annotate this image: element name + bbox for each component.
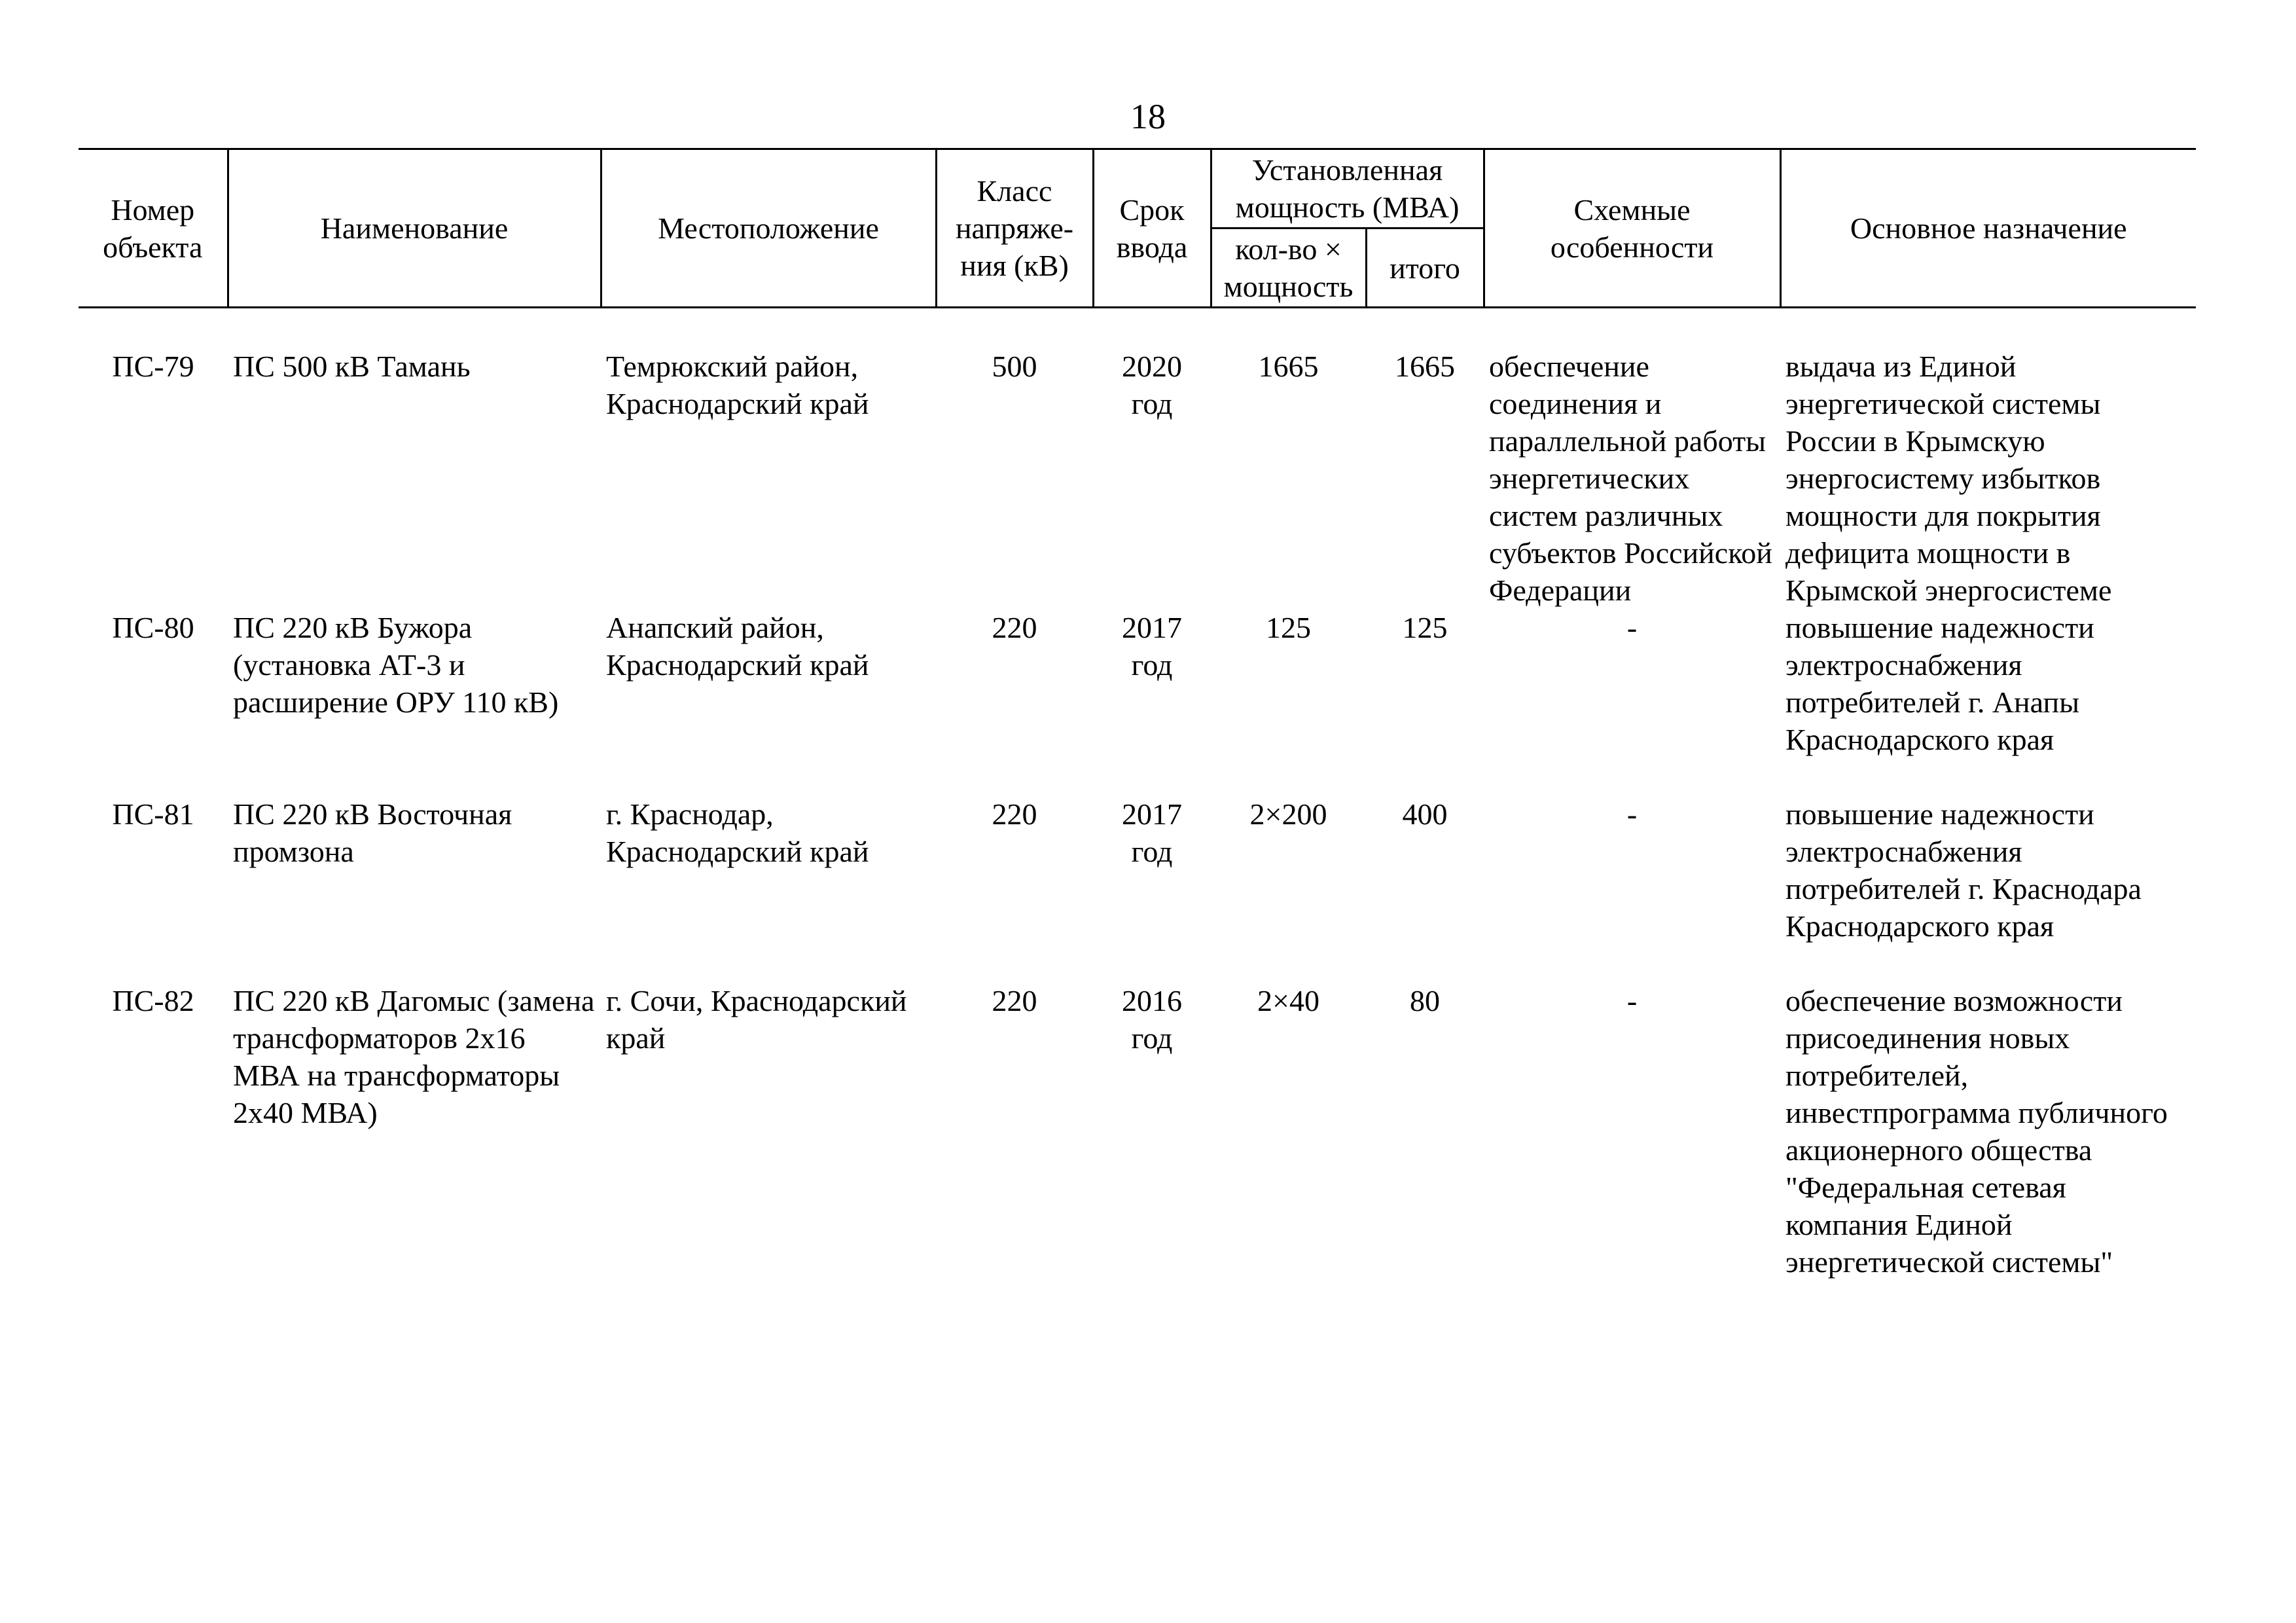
cell-voltage: 500 [992,350,1037,383]
cell-count-power: 1665 [1258,350,1319,383]
cell-location: Анапский район, Краснодарский край [606,611,869,682]
header-capacity: Установленная мощность (МВА) [1211,149,1484,228]
header-count-power: кол-во × мощность [1211,228,1366,308]
cell-term: 2017 год [1122,611,1182,682]
cell-purpose: повышение надежности электроснабжения потребителей г. Анапы Краснодарского края [1785,611,2094,756]
cell-count-power: 125 [1266,611,1311,644]
cell-number: ПС-79 [112,350,194,383]
cell-number: ПС-80 [112,611,194,644]
cell-location: Темрюкский район, Краснодарский край [606,350,869,420]
cell-count-power: 2×200 [1249,797,1327,831]
header-voltage: Класс напряже-ния (кВ) [936,149,1093,308]
cell-total: 1665 [1395,350,1455,383]
cell-features: - [1626,984,1638,1017]
header-total: итого [1366,228,1484,308]
cell-name: ПС 220 кВ Дагомыс (замена трансформаторов 2х16 МВА на трансформаторы 2х40 МВА) [233,984,595,1129]
cell-location: г. Сочи, Краснодарский край [606,984,907,1055]
header-location: Местоположение [601,149,936,308]
cell-features: - [1626,797,1638,831]
cell-total: 125 [1402,611,1448,644]
cell-term: 2017 год [1122,797,1182,868]
cell-voltage: 220 [992,611,1037,644]
table-row [79,795,2196,982]
table-header [79,149,2196,308]
cell-name: ПС 500 кВ Тамань [233,350,471,383]
header-term: Срок ввода [1093,149,1211,308]
header-purpose: Основное назначение [1780,149,2196,308]
cell-purpose: повышение надежности электроснабжения потребителей г. Краснодара Краснодарского края [1785,797,2142,943]
cell-features: обеспечение соединения и параллельной работы энергетических систем различных субъектов Российской Федерации [1489,350,1772,607]
page-number: 18 [1130,97,1166,136]
cell-count-power: 2×40 [1257,984,1319,1017]
header-features: Схемные особенности [1484,149,1780,308]
table-row [79,982,2196,1281]
cell-purpose: обеспечение возможности присоединения новых потребителей, инвестпрограмма публичного акционерного общества "Федеральная сетевая компания Единой энергетической системы" [1785,984,2168,1279]
cell-term: 2016 год [1122,984,1182,1055]
cell-voltage: 220 [992,984,1037,1017]
cell-number: ПС-82 [112,984,194,1017]
cell-name: ПС 220 кВ Бужора (установка АТ-3 и расширение ОРУ 110 кВ) [233,611,559,719]
table-row [79,348,2196,609]
cell-total: 80 [1410,984,1440,1017]
cell-location: г. Краснодар, Краснодарский край [606,797,869,868]
cell-purpose: выдача из Единой энергетической системы России в Крымскую энергосистему избытков мощности для покрытия дефицита мощности в Крымской энергосистеме [1785,350,2112,607]
substations-table [79,148,2196,1281]
cell-term: 2020 год [1122,350,1182,420]
cell-features: - [1626,611,1638,644]
header-name: Наименование [228,149,601,308]
cell-number: ПС-81 [112,797,194,831]
cell-name: ПС 220 кВ Восточная промзона [233,797,512,868]
header-number: Номер объекта [79,149,228,308]
cell-voltage: 220 [992,797,1037,831]
table-row [79,609,2196,795]
cell-total: 400 [1402,797,1448,831]
